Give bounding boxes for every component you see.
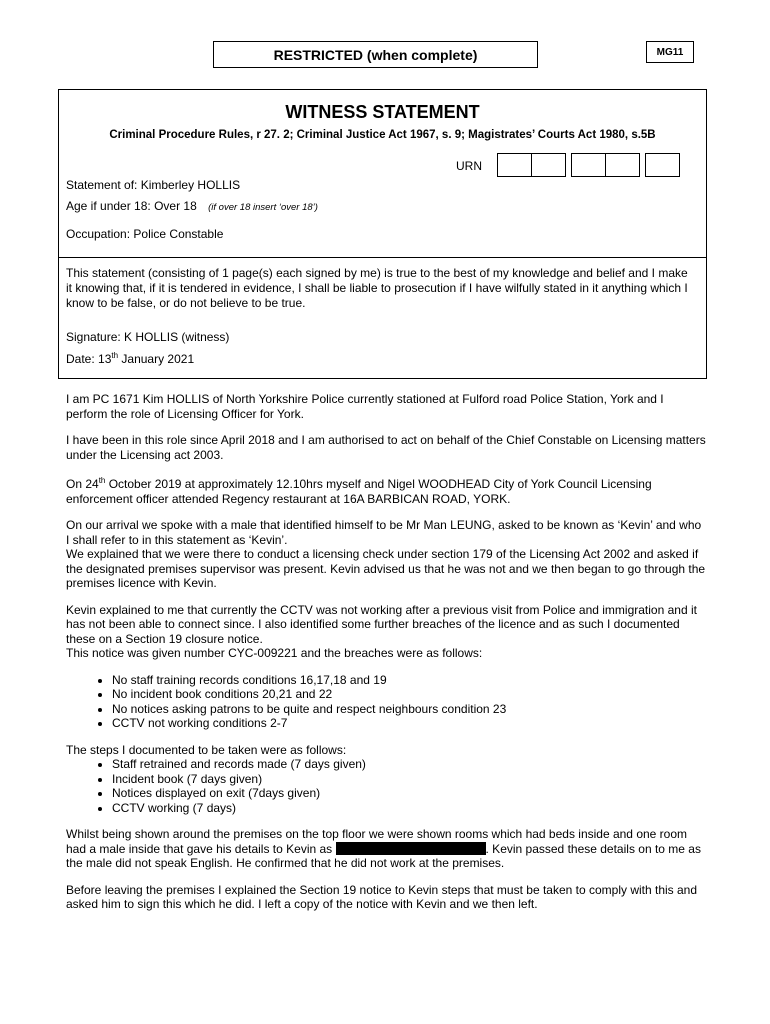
list-item: • Staff retrained and records made (7 days given) bbox=[112, 757, 706, 772]
paragraph-3-b: October 2019 at approximately 12.10hrs myself and Nigel WOODHEAD City of York Council Licensing enforcement officer attended Regency restaurant at 16A BARBICAN ROAD, YORK. bbox=[66, 477, 652, 506]
date-suffix: th bbox=[111, 351, 119, 360]
signature-value: K HOLLIS (witness) bbox=[124, 330, 230, 344]
occupation-label: Occupation: bbox=[66, 227, 131, 241]
statement-of-field bbox=[66, 178, 240, 192]
urn-label: URN bbox=[456, 159, 482, 173]
date-field bbox=[66, 351, 194, 366]
paragraph-5a: Kevin explained to me that currently the CCTV was not working after a previous visit from Police and immigration and it has not been able to connect since. I also identified some further breaches of the licence and as such I documented these on a Section 19 closure notice. bbox=[66, 602, 697, 646]
list-item: • No incident book conditions 20,21 and 22 bbox=[112, 687, 706, 702]
list-item: • Notices displayed on exit (7days given) bbox=[112, 786, 706, 801]
paragraph-3-a: On 24 bbox=[66, 477, 99, 491]
occupation-value: Police Constable bbox=[133, 227, 224, 241]
header-divider bbox=[58, 257, 707, 258]
steps-list bbox=[66, 757, 706, 815]
urn-boxes bbox=[497, 153, 679, 177]
urn-box-4[interactable] bbox=[605, 153, 640, 177]
paragraph-4b: We explained that we were there to conduct a licensing check under section 179 of the Licensing Act 2002 and asked if the designated premises supervisor was present. Kevin advised us that he was not and we then began to go through the premises licence with Kevin. bbox=[66, 547, 706, 590]
urn-box-1[interactable] bbox=[497, 153, 532, 177]
restricted-banner: RESTRICTED (when complete) bbox=[213, 41, 538, 68]
paragraph-7-b: . Kevin passed these details on to me as the male did not speak English. He confirmed that he did not work at the premises. bbox=[66, 841, 701, 870]
form-title: WITNESS STATEMENT bbox=[285, 102, 480, 122]
age-note: (if over 18 insert ‘over 18’) bbox=[208, 202, 318, 213]
paragraph-5b: This notice was given number CYC-009221 and the breaches were as follows: bbox=[66, 646, 483, 660]
form-subtitle: Criminal Procedure Rules, r 27. 2; Criminal Justice Act 1967, s. 9; Magistrates’ Courts Act 1980, s.5B bbox=[109, 129, 656, 141]
form-code-box: MG11 bbox=[646, 41, 694, 63]
list-item: • CCTV not working conditions 2-7 bbox=[112, 716, 706, 731]
statement-of-label: Statement of: bbox=[66, 178, 138, 192]
list-item: • Incident book (7 days given) bbox=[112, 772, 706, 787]
statement-of-value: Kimberley HOLLIS bbox=[140, 178, 241, 192]
signature-field bbox=[66, 330, 229, 344]
paragraph-1: I am PC 1671 Kim HOLLIS of North Yorkshire Police currently stationed at Fulford road Police Station, York and I perform the role of Licensing Officer for York. bbox=[66, 392, 664, 421]
breaches-list bbox=[66, 673, 706, 731]
list-item: • CCTV working (7 days) bbox=[112, 801, 706, 816]
paragraph-8: Before leaving the premises I explained the Section 19 notice to Kevin steps that must be taken to comply with this and asked him to sign this which he did. I left a copy of the notice with Kevin and we then left. bbox=[66, 882, 698, 911]
list-item: • No staff training records conditions 16,17,18 and 19 bbox=[112, 673, 706, 688]
paragraph-3 bbox=[66, 474, 706, 506]
paragraph-7-a: Whilst being shown around the premises on the top floor we were shown rooms which had beds inside and one room had a male inside that gave his details to Kevin as bbox=[66, 827, 688, 856]
urn-box-5[interactable] bbox=[645, 153, 680, 177]
paragraph-4a: On our arrival we spoke with a male that identified himself to be Mr Man LEUNG, asked to be known as ‘Kevin’ and who I shall refer to in this statement as ‘Kevin’. bbox=[66, 518, 702, 547]
statement-body bbox=[66, 392, 706, 924]
paragraph-3-sup: th bbox=[98, 476, 106, 485]
age-value: Over 18 bbox=[154, 199, 197, 213]
urn-box-3[interactable] bbox=[571, 153, 606, 177]
date-day: 13 bbox=[98, 352, 112, 366]
steps-intro: The steps I documented to be taken were as follows: bbox=[66, 742, 347, 757]
date-rest: January 2021 bbox=[121, 352, 195, 366]
age-label: Age if under 18: bbox=[66, 199, 151, 213]
date-label: Date: bbox=[66, 352, 95, 366]
signature-label: Signature: bbox=[66, 330, 121, 344]
redaction-block bbox=[336, 842, 486, 855]
occupation-field bbox=[66, 227, 223, 241]
paragraph-7 bbox=[66, 827, 706, 871]
paragraph-2: I have been in this role since April 2018 and I am authorised to act on behalf of the Chief Constable on Licensing matters under the Licensing act 2003. bbox=[66, 433, 706, 462]
declaration-text: This statement (consisting of 1 page(s) each signed by me) is true to the best of my knowledge and belief and I make it knowing that, if it is tendered in evidence, I shall be liable to prosecution if I have wilfully stated in it anything which I know to be false, or do not believe to be true. bbox=[66, 266, 688, 310]
list-item: • No notices asking patrons to be quite and respect neighbours condition 23 bbox=[112, 702, 706, 717]
age-field bbox=[66, 199, 318, 213]
urn-box-2[interactable] bbox=[531, 153, 566, 177]
